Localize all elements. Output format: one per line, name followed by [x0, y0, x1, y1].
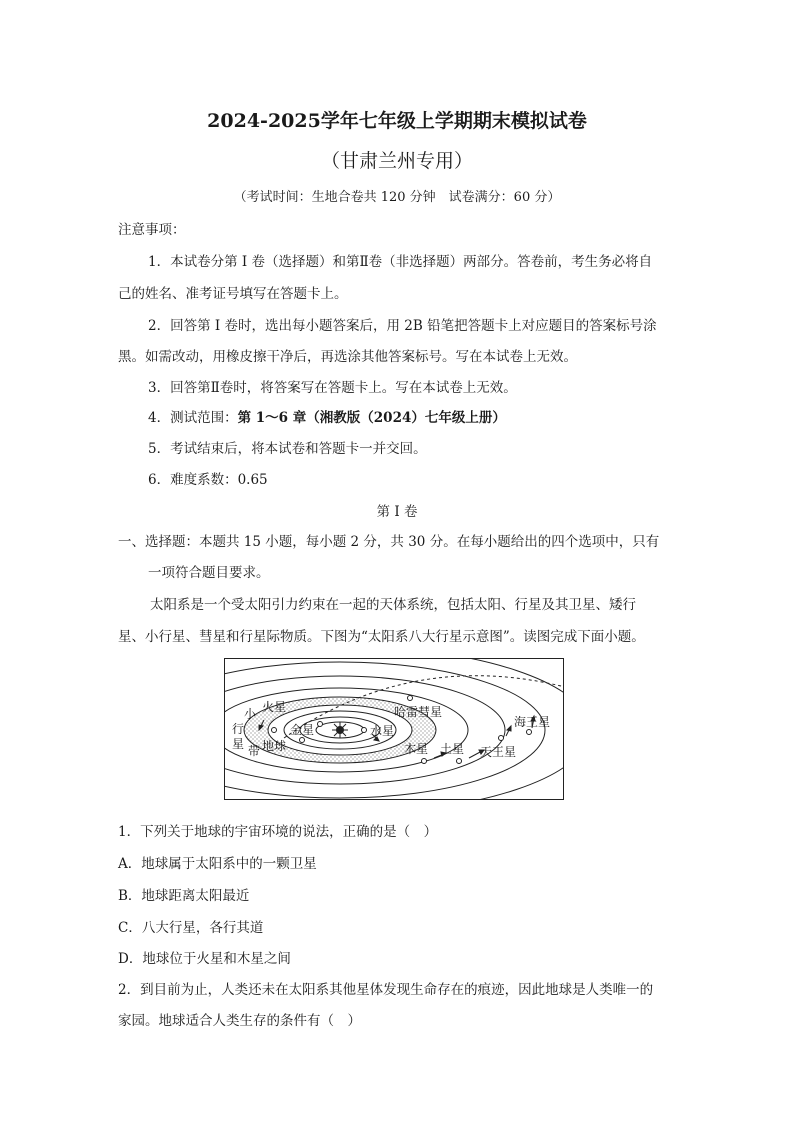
label-mars: 火星 [262, 700, 287, 714]
page-subtitle: （甘肃兰州专用） [320, 150, 473, 172]
exam-info: （考试时间：生地合卷共 120 分钟 试卷满分：60 分） [233, 190, 561, 205]
section-intro-line-2: 一项符合题目要求。 [148, 565, 270, 581]
notice-item-2-line-2: 黑。如需改动，用橡皮擦干净后，再选涂其他答案标号。写在本试卷上无效。 [118, 349, 577, 365]
question-1-option-b: B．地球距离太阳最近 [118, 888, 250, 904]
comet-marker [408, 696, 413, 701]
label-jupiter: 木星 [404, 742, 429, 756]
passage-line-1: 太阳系是一个受太阳引力约束在一起的天体系统，包括太阳、行星及其卫星、矮行 [150, 597, 636, 613]
notice-item-2-line-1: 2．回答第 I 卷时，选出每小题答案后，用 2B 铅笔把答题卡上对应题目的答案标号涂 [148, 318, 657, 334]
label-belt-4: 带 [248, 744, 261, 758]
notice-item-4-prefix: 4．测试范围： [148, 410, 238, 426]
label-neptune: 海王星 [514, 715, 551, 729]
earth-planet [300, 738, 305, 743]
neptune-planet [527, 730, 532, 735]
notice-item-1-line-1: 1．本试卷分第 I 卷（选择题）和第Ⅱ卷（非选择题）两部分。答卷前，考生务必将自 [148, 254, 653, 270]
notice-item-5: 5．考试结束后，将本试卷和答题卡一并交回。 [148, 441, 427, 457]
notice-item-1-line-2: 己的姓名、准考证号填写在答题卡上。 [118, 286, 348, 302]
notice-item-3: 3．回答第Ⅱ卷时，将答案写在答题卡上。写在本试卷上无效。 [148, 380, 517, 396]
question-2-stem-line-2: 家园。地球适合人类生存的条件有（ ） [118, 1013, 361, 1029]
question-1-stem: 1．下列关于地球的宇宙环境的说法，正确的是（ ） [118, 824, 438, 840]
label-saturn: 土星 [440, 742, 465, 756]
label-belt-3: 星 [232, 737, 245, 751]
label-venus: 金星 [290, 723, 315, 737]
mercury-planet [362, 728, 367, 733]
notice-item-6: 6．难度系数：0.65 [148, 472, 268, 488]
label-belt-2: 行 [232, 722, 245, 736]
question-2-stem-line-1: 2．到目前为止，人类还未在太阳系其他星体发现生命存在的痕迹，因此地球是人类唯一的 [118, 982, 654, 998]
solar-system-diagram [224, 658, 564, 800]
question-1-option-c: C．八大行星，各行其道 [118, 920, 264, 936]
passage-line-2: 星、小行星、彗星和行星际物质。下图为“太阳系八大行星示意图”。读图完成下面小题。 [118, 629, 645, 645]
notice-item-4 [148, 406, 506, 426]
page-title: 2024-2025学年七年级上学期期末模拟试卷 [207, 110, 587, 132]
mars-planet [272, 728, 277, 733]
label-earth: 地球 [262, 739, 287, 753]
solar-system-figure [224, 658, 564, 800]
venus-planet [318, 722, 323, 727]
label-mercury: 水星 [370, 724, 395, 738]
notice-item-4-scope: 第 1～6 章（湘教版（2024）七年级上册） [237, 410, 506, 426]
uranus-planet [499, 736, 504, 741]
notice-heading: 注意事项： [118, 222, 186, 238]
label-belt-1: 小 [244, 707, 257, 721]
saturn-planet [457, 759, 462, 764]
question-1-option-a: A．地球属于太阳系中的一颗卫星 [118, 856, 317, 872]
label-uranus: 天王星 [480, 745, 517, 759]
section-intro-line-1: 一、选择题：本题共 15 小题，每小题 2 分，共 30 分。在每小题给出的四个选项中，只有 [118, 534, 660, 550]
sun-icon [332, 722, 348, 738]
section-title: 第 I 卷 [376, 504, 418, 520]
label-comet: 哈雷彗星 [394, 705, 443, 719]
jupiter-planet [422, 759, 427, 764]
question-1-option-d: D．地球位于火星和木星之间 [118, 951, 291, 967]
